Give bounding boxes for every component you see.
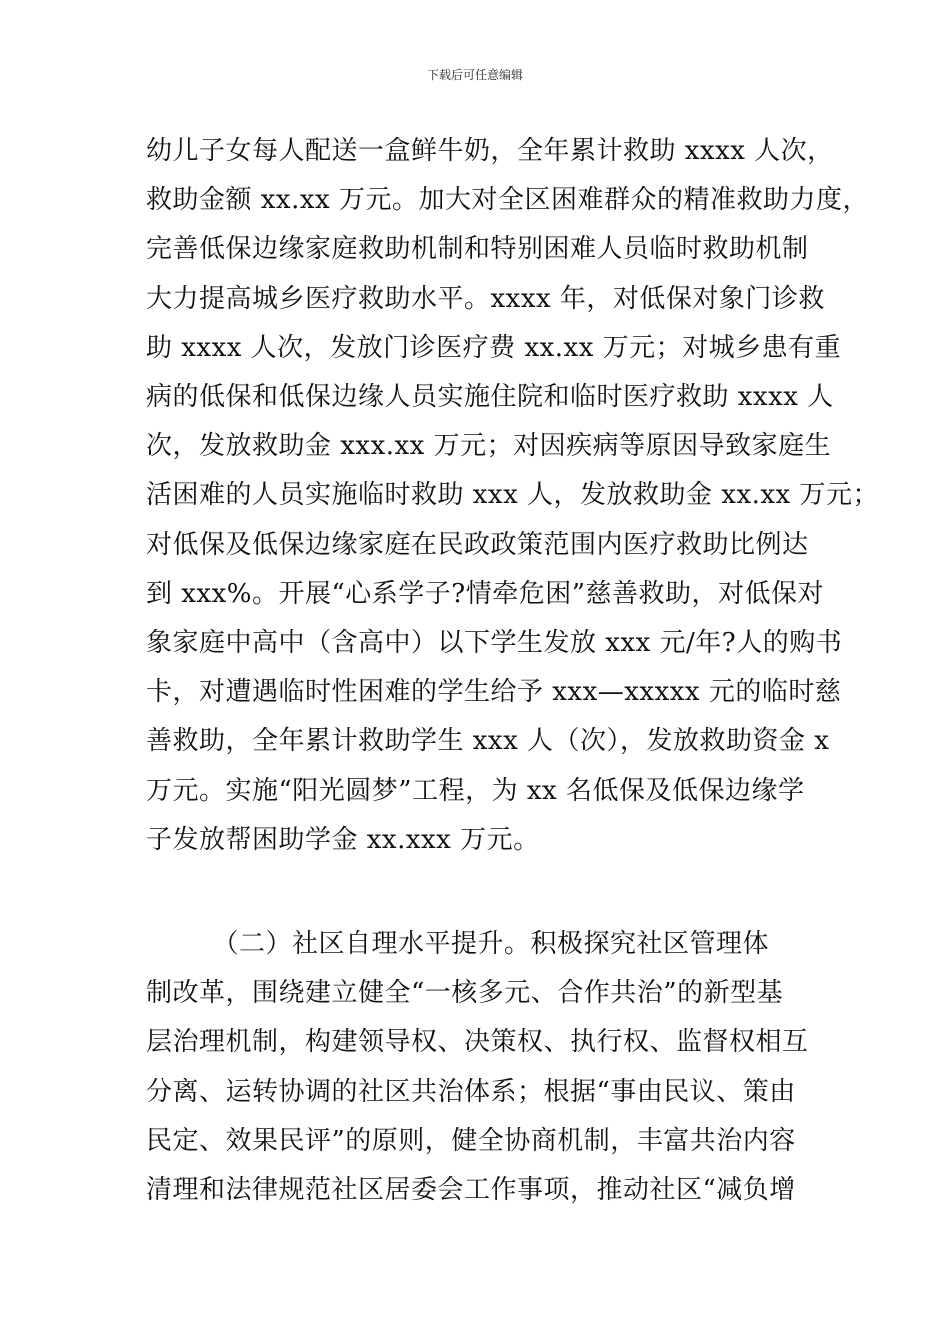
text-line: 民定、效果民评”的原则，健全协商机制，丰富共治内容 — [146, 1125, 796, 1156]
text-line: （二）社区自理水平提升。积极探究社区管理体 — [146, 929, 770, 959]
text-line: 救助金额 xx.xx 万元。加大对全区困难群众的精准救助力度， — [146, 185, 869, 216]
text-line: 助 xxxx 人次，发放门诊医疗费 xx.xx 万元；对城乡患有重 — [146, 332, 842, 363]
text-line: 到 xxx%。开展“心系学子?情牵危困”慈善救助，对低保对 — [146, 578, 824, 609]
page-header: 下载后可任意编辑 — [426, 68, 523, 82]
paragraph-1 — [146, 127, 879, 865]
text-line: 活困难的人员实施临时救助 xxx 人，发放救助金 xx.xx 万元； — [146, 480, 879, 511]
text-line: 卡，对遭遇临时性困难的学生给予 xxx—xxxxx 元的临时慈 — [146, 677, 842, 708]
text-line: 清理和法律规范社区居委会工作事项，推动社区“减负增 — [146, 1175, 796, 1206]
text-line: 善救助，全年累计救助学生 xxx 人（次），发放救助资金 x — [146, 726, 830, 757]
text-line: 次，发放救助金 xxx.xx 万元；对因疾病等原因导致家庭生 — [146, 431, 832, 462]
text-line: 对低保及低保边缘家庭在民政政策范围内医疗救助比例达 — [146, 529, 809, 560]
text-line: 层治理机制，构建领导权、决策权、执行权、监督权相互 — [146, 1027, 809, 1058]
paragraph-2 — [146, 920, 826, 1215]
text-line: 幼儿子女每人配送一盒鲜牛奶，全年累计救助 xxxx 人次， — [146, 136, 834, 166]
text-line: 大力提高城乡医疗救助水平。xxxx 年，对低保对象门诊救 — [146, 283, 825, 314]
text-line: 病的低保和低保边缘人员实施住院和临时医疗救助 xxxx 人 — [146, 382, 834, 413]
text-line: 子发放帮困助学金 xx.xxx 万元。 — [146, 824, 540, 855]
text-line: 象家庭中高中（含高中）以下学生发放 xxx 元/年?人的购书 — [146, 628, 843, 659]
text-line: 制改革，围绕建立健全“一核多元、合作共治”的新型基 — [146, 978, 784, 1009]
text-line: 万元。实施“阳光圆梦”工程，为 xx 名低保及低保边缘学 — [146, 775, 805, 806]
text-line: 分离、运转协调的社区共治体系；根据“事由民议、策由 — [146, 1076, 796, 1107]
text-line: 完善低保边缘家庭救助机制和特别困难人员临时救助机制 — [146, 234, 809, 265]
